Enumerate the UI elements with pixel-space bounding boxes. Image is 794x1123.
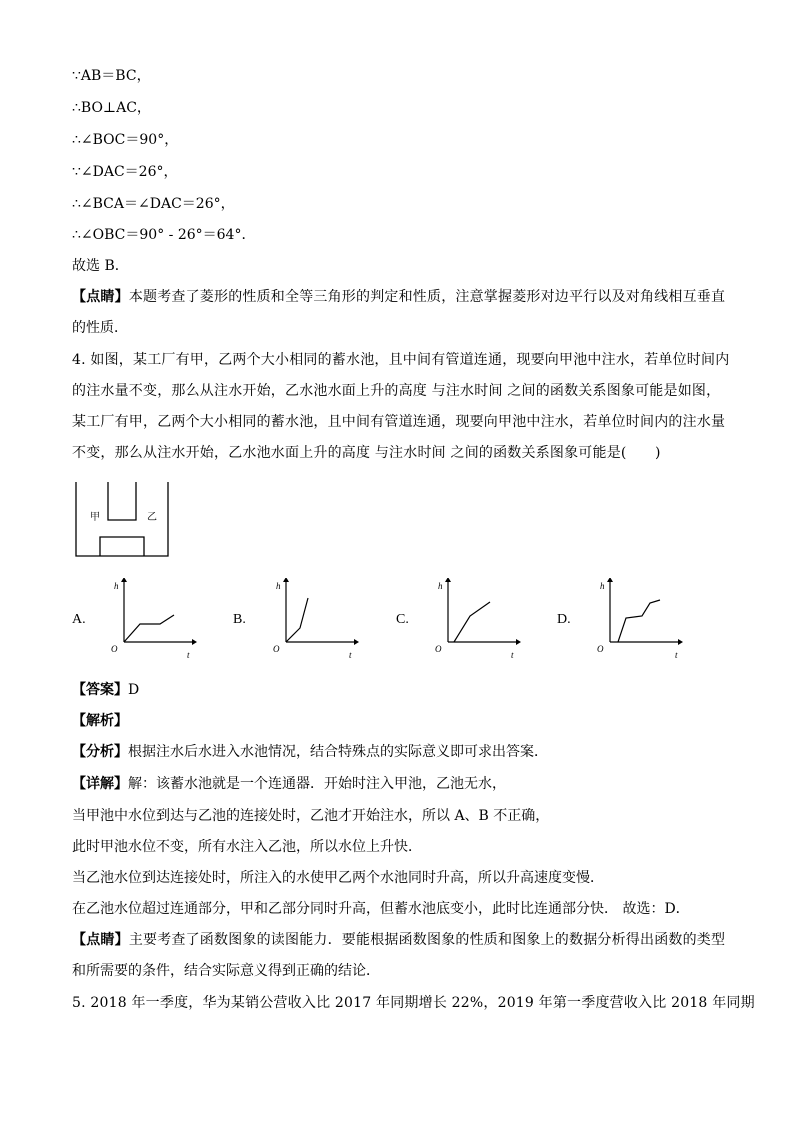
proof-line-1: ∵AB＝BC， <box>72 68 151 84</box>
dianjing2-text-cont: 和所需要的条件，结合实际意义得到正确的结论． <box>72 963 380 979</box>
dianjing-text: 本题考查了菱形的性质和全等三角形的判定和性质，注意掌握菱形对边平行以及对角线相互垂直 <box>128 289 726 305</box>
answer-line <box>72 680 139 700</box>
answer-tag: 【答案】 <box>72 682 128 698</box>
proof-line-3: ∴∠BOC＝90°， <box>72 132 179 148</box>
xiangjie-paragraph-3: 此时甲池水位不变，所有水注入乙池，所以水位上升快． <box>72 839 422 855</box>
option-a-label: A. <box>72 612 86 627</box>
option-b-graph <box>270 578 360 660</box>
dianjing-tag: 【点睛】 <box>72 289 129 305</box>
proof-line-6: ∴∠OBC＝90° - 26°＝64°． <box>72 227 256 243</box>
option-a-graph <box>108 578 198 660</box>
option-a-origin-label: O <box>111 644 118 654</box>
question-4-line-4: 不变，那么从注水开始，乙水池水面上升的高度 与注水时间 之间的函数关系图象可能是( ) <box>72 445 661 461</box>
option-d-origin-label: O <box>597 644 604 654</box>
proof-line-4: ∵∠DAC＝26°， <box>72 164 178 180</box>
answer-value: D <box>128 682 140 698</box>
xiangjie-paragraph-2: 当甲池中水位到达与乙池的连接处时，乙池才开始注水，所以 A、B 不正确， <box>72 808 550 824</box>
option-d-t-label: t <box>675 650 678 660</box>
proof-conclusion: 故选 B． <box>72 258 129 274</box>
option-c-t-label: t <box>511 650 514 660</box>
fenxi-text: 根据注水后水进入水池情况，结合特殊点的实际意义即可求出答案． <box>128 744 548 760</box>
option-c-h-label: h <box>438 581 443 591</box>
option-d-h-label: h <box>600 581 605 591</box>
fenxi-line <box>72 742 548 762</box>
option-b-label: B. <box>233 612 246 627</box>
question-4-line-2: 的注水量不变，那么从注水开始，乙水池水面上升的高度 与注水时间 之间的函数关系图象可能是如图， <box>72 383 721 399</box>
fenxi-tag: 【分析】 <box>72 744 128 760</box>
option-b-t-label: t <box>349 650 352 660</box>
xiangjie-line <box>72 774 506 794</box>
dianjing2-tag: 【点睛】 <box>72 932 129 948</box>
tank-left-label: 甲 <box>90 512 100 523</box>
xiangjie-tag: 【详解】 <box>72 776 128 792</box>
option-c-graph <box>432 578 522 660</box>
dianjing-text-cont: 的性质． <box>72 320 128 336</box>
option-b-origin-label: O <box>273 644 280 654</box>
question-4-line-1: 4. 如图，某工厂有甲，乙两个大小相同的蓄水池，且中间有管道连通，现要向甲池中注水，若单位时间内 <box>72 352 730 368</box>
xiangjie-text: 解：该蓄水池就是一个连通器．开始时注入甲池，乙池无水， <box>128 776 506 792</box>
option-c-label: C. <box>396 612 409 627</box>
dianjing2-text: 主要考查了函数图象的读图能力．要能根据函数图象的性质和图象上的数据分析得出函数的类型 <box>128 932 726 948</box>
water-tank-figure <box>72 480 172 558</box>
option-d-graph <box>594 578 686 660</box>
option-c-origin-label: O <box>435 644 442 654</box>
option-d-label: D. <box>557 612 571 627</box>
option-a-h-label: h <box>114 581 119 591</box>
xiangjie-paragraph-5: 在乙池水位超过连通部分，甲和乙部分同时升高，但蓄水池底变小，此时比连通部分快． 故选：D． <box>72 901 690 917</box>
proof-line-5: ∴∠BCA＝∠DAC＝26°， <box>72 196 235 212</box>
jiexi-tag: 【解析】 <box>72 713 128 729</box>
option-a-t-label: t <box>187 650 190 660</box>
question-5-line-1: 5. 2018 年一季度，华为某销公营收入比 2017 年同期增长 22%，2019 年第一季度营收入比 2018 年同期 <box>72 995 755 1011</box>
jiexi-line <box>72 711 128 731</box>
dianjing-paragraph-1 <box>72 287 725 307</box>
dianjing2-paragraph <box>72 930 725 950</box>
option-b-h-label: h <box>276 581 281 591</box>
proof-line-2: ∴BO⊥AC， <box>72 100 151 116</box>
tank-right-label: 乙 <box>147 512 157 523</box>
xiangjie-paragraph-4: 当乙池水位到达连接处时，所注入的水使甲乙两个水池同时升高，所以升高速度变慢． <box>72 870 604 886</box>
question-4-line-3: 某工厂有甲，乙两个大小相同的蓄水池，且中间有管道连通，现要向甲池中注水，若单位时间内的注水量 <box>72 414 726 430</box>
